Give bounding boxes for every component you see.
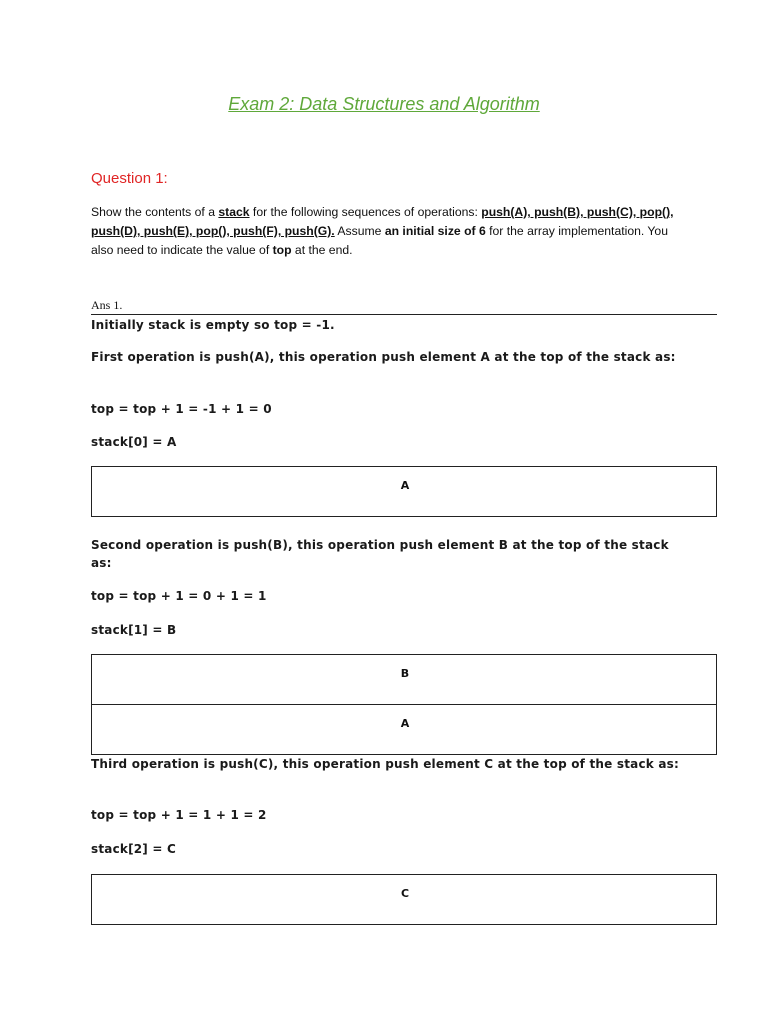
question-text-part: at the end. xyxy=(291,243,353,257)
question-heading: Question 1: xyxy=(91,170,168,187)
stack-diagram xyxy=(91,654,717,755)
stack-cell-value: A xyxy=(400,717,410,730)
step-assign: stack[2] = C xyxy=(91,842,177,856)
step-top-calc: top = top + 1 = -1 + 1 = 0 xyxy=(91,402,272,416)
step-top-calc: top = top + 1 = 0 + 1 = 1 xyxy=(91,589,267,603)
stack-cell xyxy=(92,655,716,704)
question-text-part: for the following sequences of operations: xyxy=(249,205,482,219)
top-keyword: top xyxy=(272,243,292,257)
answer-divider xyxy=(91,314,717,315)
answer-label: Ans 1. xyxy=(91,298,123,312)
question-text-part: Assume xyxy=(334,224,385,238)
stack-cell-value: A xyxy=(400,479,410,492)
stack-cell xyxy=(92,704,716,754)
initial-statement: Initially stack is empty so top = -1. xyxy=(91,318,335,332)
step-assign: stack[0] = A xyxy=(91,435,177,449)
question-text xyxy=(91,203,691,260)
page-title: Exam 2: Data Structures and Algorithm xyxy=(228,94,540,114)
stack-cell xyxy=(92,875,716,924)
operations-list: push(A), push(B), push(C), pop(), push(D), push(E), pop(), push(F), push(G). xyxy=(91,205,674,238)
stack-diagram xyxy=(91,466,717,517)
stack-keyword: stack xyxy=(218,205,250,219)
stack-cell-value: B xyxy=(400,667,410,680)
step-assign: stack[1] = B xyxy=(91,623,177,637)
stack-diagram xyxy=(91,874,717,925)
initial-size: an initial size of 6 xyxy=(384,224,486,238)
stack-cell xyxy=(92,467,716,516)
question-text-part: for the array implementation. You also need to indicate the value of xyxy=(91,224,668,257)
step-description: Third operation is push(C), this operation push element C at the top of the stack as: xyxy=(91,757,679,771)
step-description: Second operation is push(B), this operation push element B at the top of the stack as: xyxy=(91,538,669,570)
step-top-calc: top = top + 1 = 1 + 1 = 2 xyxy=(91,808,267,822)
step-description: First operation is push(A), this operation push element A at the top of the stack as: xyxy=(91,350,676,364)
stack-cell-value: C xyxy=(400,887,410,900)
question-text-part: Show the contents of a xyxy=(91,205,219,219)
